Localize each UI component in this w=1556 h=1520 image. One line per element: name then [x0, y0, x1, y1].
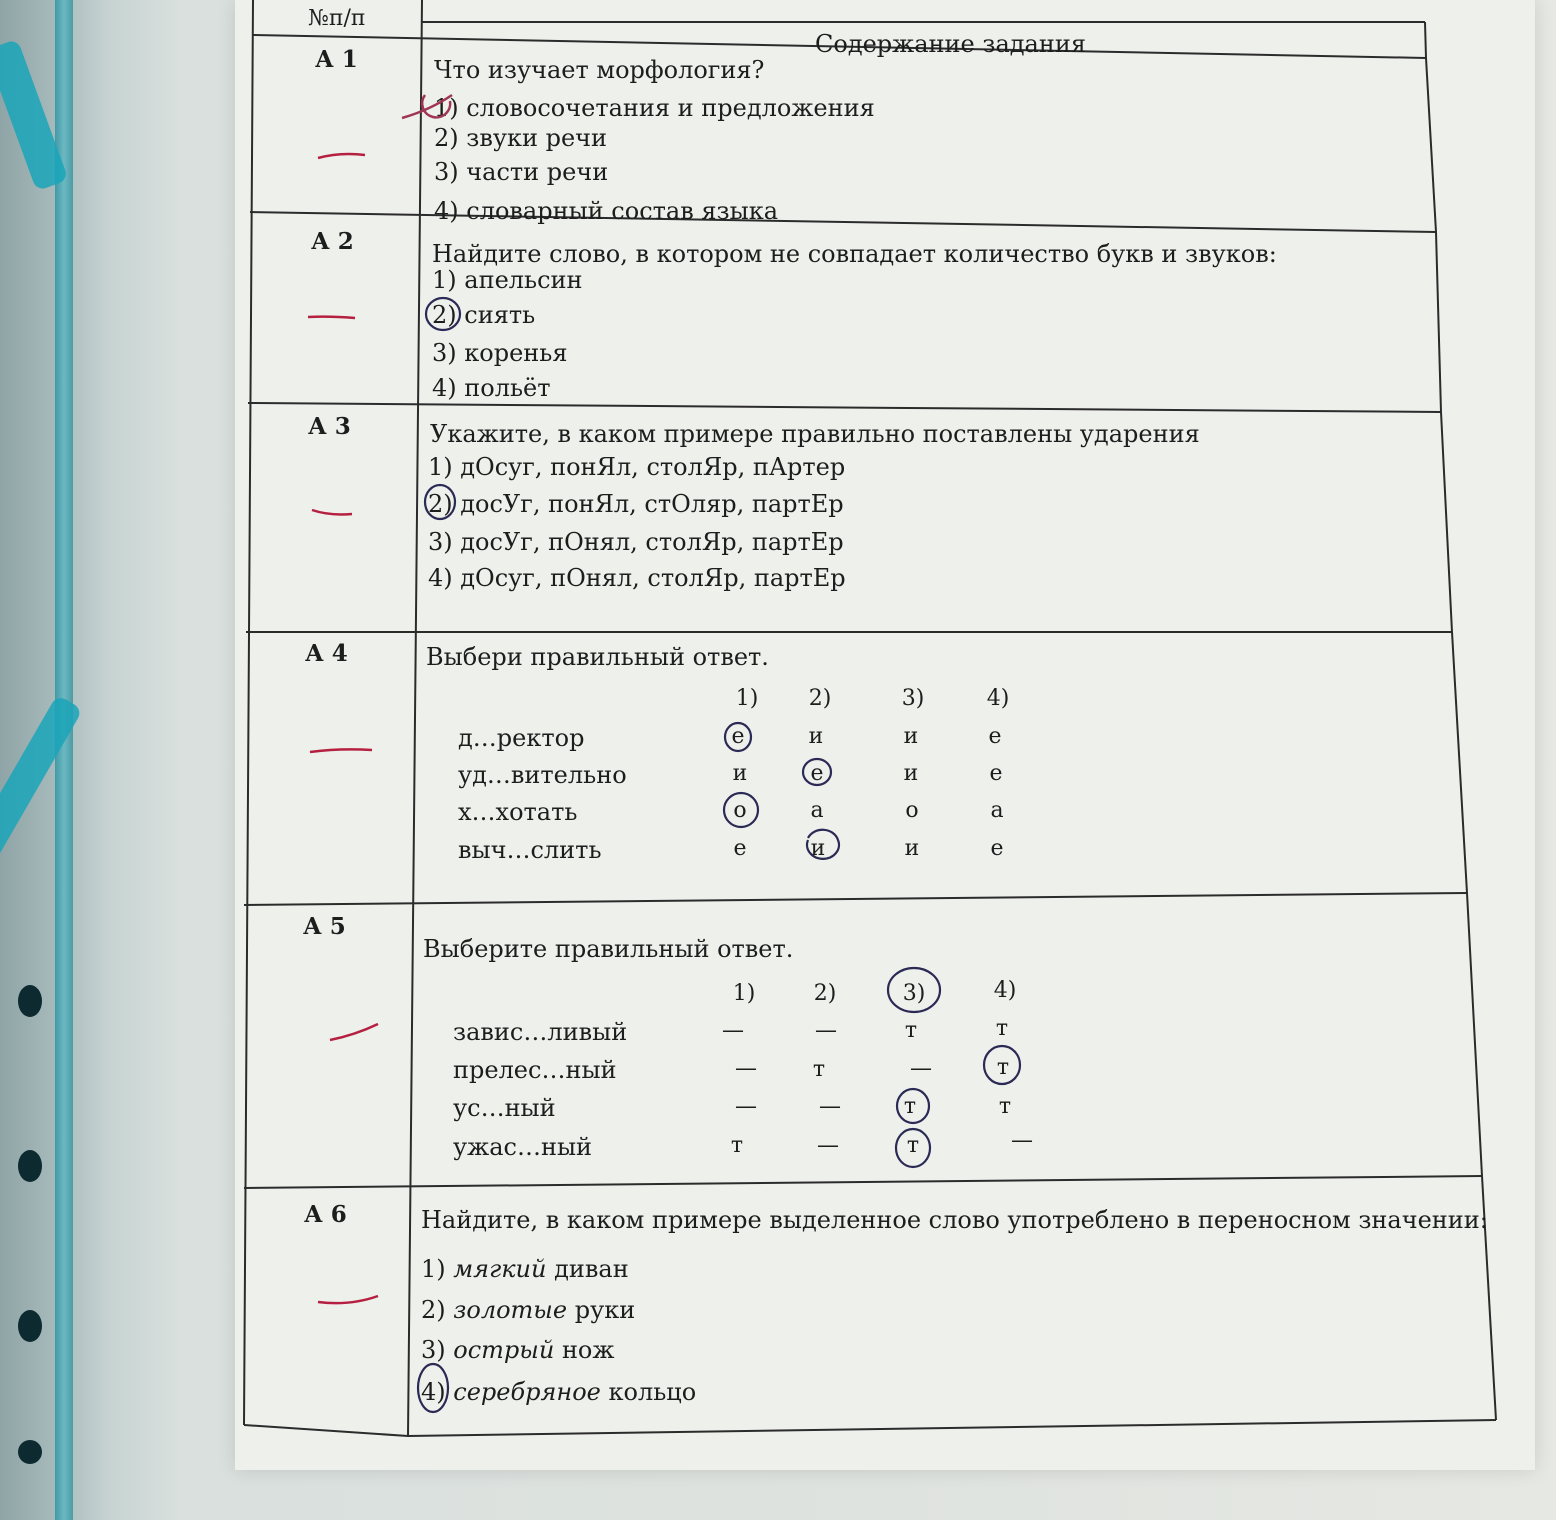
word-row: выч…слить: [458, 836, 602, 864]
header-col-content: Содержание задания: [815, 30, 1086, 58]
question-text: Что изучает морфология?: [434, 56, 765, 84]
question-number: А 4: [305, 640, 348, 667]
answer-option: 4) серебряное кольцо: [421, 1378, 697, 1406]
answer-cell: и: [808, 724, 824, 749]
answer-option: 3) части речи: [434, 158, 609, 186]
question-text: Выберите правильный ответ.: [423, 935, 794, 963]
answer-cell: т: [730, 1133, 744, 1158]
answer-cell: —: [735, 1056, 757, 1081]
answer-cell: т: [904, 1018, 918, 1043]
answer-option: 2) досУг, понЯл, стОляр, партЕр: [428, 490, 844, 518]
question-text: Выбери правильный ответ.: [426, 643, 769, 671]
answer-cell: т: [812, 1057, 826, 1082]
answer-cell: е: [989, 761, 1003, 786]
red-grade-mark: [312, 510, 352, 515]
answer-cell: е: [988, 724, 1002, 749]
answer-option: 2) золотые руки: [421, 1296, 636, 1324]
question-text: Найдите слово, в котором не совпадает количество букв и звуков:: [432, 240, 1277, 268]
answer-circle-mark: [888, 968, 940, 1012]
answer-cell: т: [998, 1094, 1012, 1119]
answer-circle-mark: [418, 1364, 448, 1412]
answer-cell: т: [906, 1133, 920, 1158]
question-text: Укажите, в каком примере правильно поставлены ударения: [430, 420, 1200, 448]
answer-option: 4) дОсуг, пОнял, столЯр, партЕр: [428, 564, 846, 592]
answer-cell: т: [903, 1094, 917, 1119]
answer-option: 2) сиять: [432, 301, 536, 329]
red-grade-mark: [318, 154, 365, 158]
word-row: ужас…ный: [453, 1133, 593, 1161]
answer-cell: е: [733, 836, 747, 861]
answer-option: 1) апельсин: [432, 266, 583, 294]
answer-cell: —: [819, 1094, 841, 1119]
word-row: прелес…ный: [453, 1056, 617, 1084]
word-row: х…хотать: [458, 798, 578, 826]
answer-option: 3) коренья: [432, 339, 568, 367]
column-header: 2): [808, 686, 832, 711]
question-number: А 1: [315, 46, 358, 73]
answer-option: 3) острый нож: [421, 1336, 615, 1364]
answer-cell: о: [733, 798, 747, 823]
red-grade-mark: [318, 1296, 378, 1303]
column-header: 3): [902, 981, 926, 1006]
answer-circle-mark: [807, 830, 839, 859]
column-header: 1): [735, 686, 759, 711]
column-header: 4): [993, 978, 1017, 1003]
answer-cell: о: [905, 798, 919, 823]
answer-cell: —: [735, 1094, 757, 1119]
answer-cell: е: [990, 836, 1004, 861]
question-number: А 5: [303, 913, 346, 940]
answer-cell: и: [810, 836, 826, 861]
answer-option: 3) досУг, пОнял, столЯр, партЕр: [428, 528, 844, 556]
answer-circle-mark: [426, 298, 460, 330]
question-number: А 3: [308, 413, 351, 440]
question-number: А 6: [304, 1201, 347, 1228]
column-header: 2): [813, 981, 837, 1006]
answer-cell: —: [815, 1018, 837, 1043]
answer-circle-mark: [425, 485, 455, 519]
answer-circle-mark: [725, 723, 751, 751]
answer-circle-mark: [897, 1089, 929, 1123]
answer-circle-mark: [724, 793, 758, 827]
answer-option: 4) польёт: [432, 374, 551, 402]
red-grade-mark: [308, 317, 355, 318]
answer-circle-mark: [896, 1129, 930, 1167]
word-row: ус…ный: [453, 1094, 556, 1122]
answer-cell: —: [910, 1056, 932, 1081]
red-grade-mark: [310, 749, 372, 752]
answer-cell: —: [1011, 1128, 1033, 1153]
header-col-number: №п/п: [308, 6, 366, 31]
column-header: 4): [986, 686, 1010, 711]
answer-circle-mark: [803, 759, 831, 785]
answer-cell: и: [903, 761, 919, 786]
word-row: завис…ливый: [453, 1018, 628, 1046]
answer-cell: и: [732, 761, 748, 786]
answer-circle-mark: [984, 1046, 1020, 1084]
question-text: Найдите, в каком примере выделенное слово употреблено в переносном значении:: [421, 1206, 1488, 1234]
answer-option: 1) дОсуг, понЯл, столЯр, пАртер: [428, 453, 846, 481]
answer-cell: т: [996, 1055, 1010, 1080]
answer-cell: и: [903, 724, 919, 749]
answer-cell: е: [810, 761, 824, 786]
answer-cell: е: [731, 724, 745, 749]
word-row: уд…вительно: [458, 761, 627, 789]
column-header: 3): [901, 686, 925, 711]
answer-cell: и: [904, 836, 920, 861]
word-row: д…ректор: [458, 724, 585, 752]
answer-cell: —: [817, 1133, 839, 1158]
answer-option: 2) звуки речи: [434, 124, 608, 152]
answer-cell: а: [990, 798, 1004, 823]
answer-option: 1) словосочетания и предложения: [434, 94, 875, 122]
answer-option: 1) мягкий диван: [421, 1255, 629, 1283]
question-number: А 2: [311, 228, 354, 255]
answer-circle-mark: [402, 95, 452, 118]
answer-option: 4) словарный состав языка: [434, 197, 779, 225]
red-grade-mark: [330, 1024, 378, 1040]
answer-cell: а: [810, 798, 824, 823]
answer-cell: —: [722, 1018, 744, 1043]
column-header: 1): [732, 981, 756, 1006]
answer-cell: т: [995, 1016, 1009, 1041]
